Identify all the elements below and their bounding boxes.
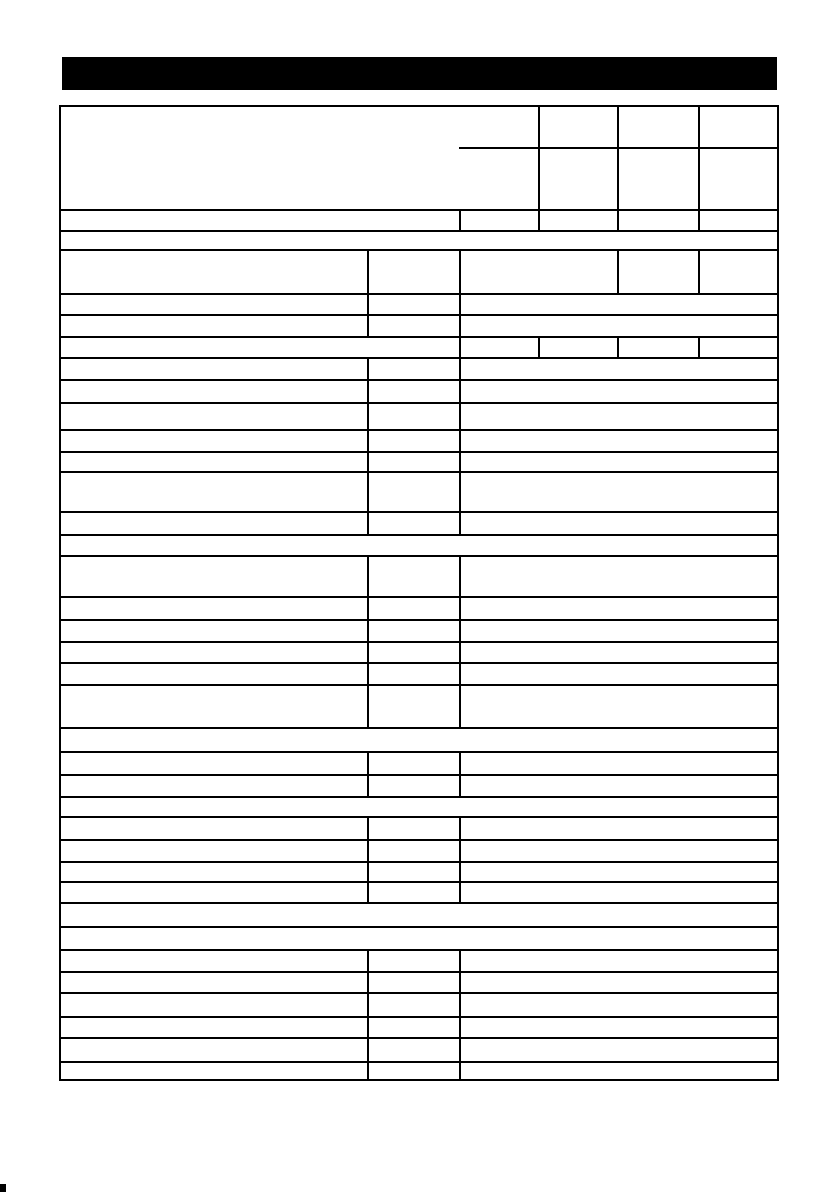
table-grid-line-h-28 [59,861,779,863]
table-grid-line-v-12 [459,816,461,904]
scan-artifact [0,1184,6,1192]
table-grid-line-v-13 [459,949,461,1081]
table-grid-line-v-18 [617,336,619,359]
table-grid-line-v-21 [698,336,700,359]
table-grid-line-v-5 [367,751,369,798]
table-grid-line-h-11 [59,429,779,431]
table-grid-line-v-8 [459,209,461,232]
table-grid-line-v-14 [538,105,540,232]
table-grid-line-h-8 [59,357,779,359]
table-grid-line-h-23 [59,751,779,753]
table-grid-line-h-1 [459,147,779,149]
table-grid-line-v-9 [459,249,461,536]
table-grid-line-h-3 [59,230,779,232]
spec-table [60,106,778,1080]
table-grid-line-h-18 [59,619,779,621]
table-grid-line-v-0 [59,105,61,1081]
table-grid-line-h-32 [59,949,779,951]
table-grid-line-h-31 [59,926,779,928]
table-grid-line-h-7 [59,336,779,338]
table-grid-line-h-34 [59,992,779,994]
table-grid-line-h-37 [59,1061,779,1063]
table-grid-line-h-0 [59,105,779,107]
table-grid-line-h-12 [59,451,779,453]
table-grid-line-h-36 [59,1037,779,1039]
table-grid-line-h-27 [59,839,779,841]
table-grid-line-h-21 [59,684,779,686]
table-grid-line-v-1 [777,105,779,1081]
table-grid-line-v-10 [459,555,461,729]
table-grid-line-h-2 [59,209,779,211]
table-grid-line-h-19 [59,641,779,643]
table-grid-line-h-30 [59,902,779,904]
table-grid-line-v-2 [367,249,369,338]
table-grid-line-v-11 [459,751,461,798]
table-grid-line-v-20 [698,249,700,295]
table-grid-line-h-4 [59,249,779,251]
table-grid-line-h-20 [59,662,779,664]
table-grid-line-h-5 [59,293,779,295]
table-grid-line-v-19 [698,105,700,232]
title-bar [62,57,777,90]
table-grid-line-h-26 [59,816,779,818]
table-grid-line-v-17 [617,249,619,295]
table-grid-line-h-33 [59,971,779,973]
table-grid-line-h-17 [59,596,779,598]
table-grid-line-h-24 [59,774,779,776]
table-grid-line-v-16 [617,105,619,232]
table-grid-line-h-14 [59,511,779,513]
table-grid-line-h-6 [59,314,779,316]
table-grid-line-v-15 [538,336,540,359]
table-grid-line-v-6 [367,816,369,904]
table-grid-line-h-25 [59,796,779,798]
table-grid-line-h-9 [59,379,779,381]
table-grid-line-h-22 [59,727,779,729]
table-grid-line-h-16 [59,555,779,557]
table-grid-line-h-38 [59,1079,779,1081]
table-grid-line-h-35 [59,1016,779,1018]
table-grid-line-v-4 [367,555,369,729]
table-grid-line-v-3 [367,357,369,536]
table-grid-line-h-15 [59,534,779,536]
table-grid-line-h-13 [59,471,779,473]
table-grid-line-h-29 [59,881,779,883]
table-grid-line-v-7 [367,949,369,1081]
table-grid-line-h-10 [59,402,779,404]
